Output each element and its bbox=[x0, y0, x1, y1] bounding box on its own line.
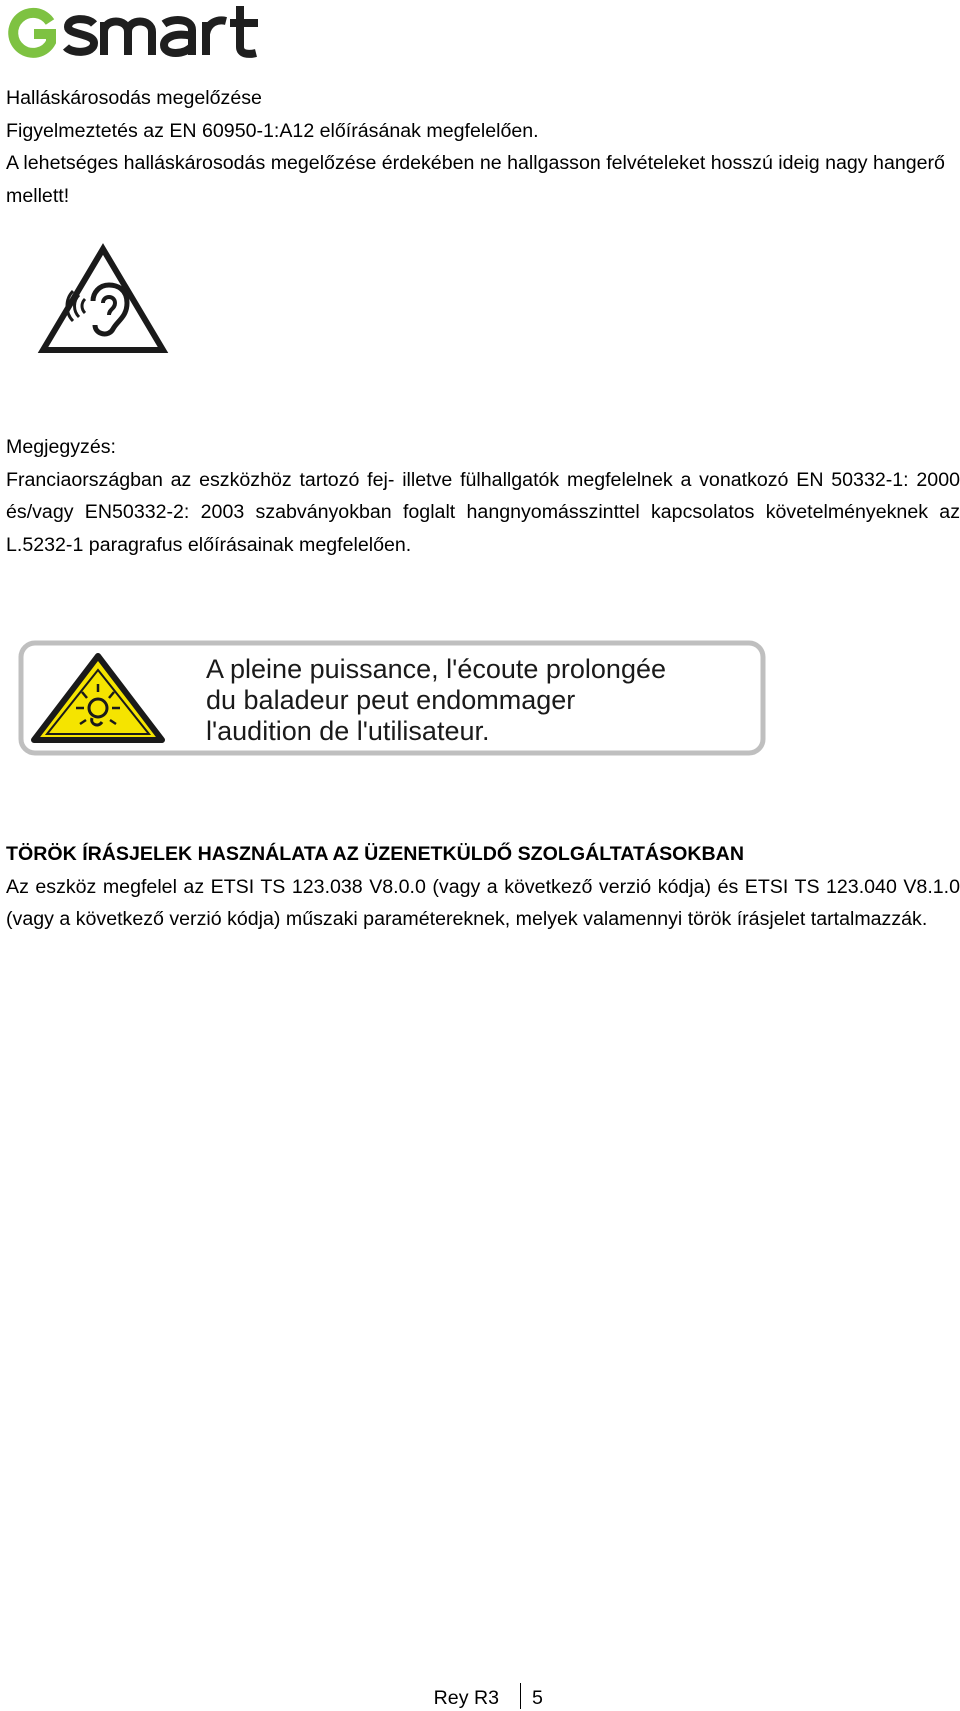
hearing-title: Halláskárosodás megelőzése bbox=[6, 87, 262, 109]
turkish-title: TÖRÖK ÍRÁSJELEK HASZNÁLATA AZ ÜZENETKÜLDŐ SZOLGÁLTATÁSOKBAN bbox=[6, 843, 744, 865]
page-footer bbox=[0, 1683, 960, 1711]
ear-warning-icon bbox=[37, 243, 169, 355]
note-body: Franciaországban az eszközhöz tartozó fej- illetve fülhallgatók megfelelnek a vonatkozó EN 50332-1: 2000 és/vagy EN50332-2: 2003 szabványokban foglalt hangnyomásszinttel kapcsolatos követelményeknek az L.5232-1 paragrafus előírásainak megfelelően. bbox=[6, 468, 960, 556]
french-warning-line2: du baladeur peut endommager bbox=[206, 685, 576, 715]
note-section bbox=[6, 431, 960, 561]
hearing-warning: Figyelmeztetés az EN 60950-1:A12 előírásának megfelelően. bbox=[6, 119, 539, 142]
turkish-body: Az eszköz megfelel az ETSI TS 123.038 V8.0.0 (vagy a következő verzió kódja) és ETSI TS 123.040 V8.1.0 (vagy a következő verzió kódja) műszaki paramétereknek, melyek valamennyi török írásjelet tartalmazzák. bbox=[6, 875, 960, 930]
footer-page-number: 5 bbox=[532, 1687, 543, 1709]
gsmart-logo bbox=[4, 2, 264, 62]
turkish-section bbox=[6, 838, 960, 936]
hearing-body: A lehetséges halláskárosodás megelőzése érdekében ne hallgasson felvételeket hosszú ideig nagy hangerő mellett! bbox=[6, 152, 945, 207]
footer-model-name: Rey R3 bbox=[433, 1687, 499, 1709]
french-warning-line3: l'audition de l'utilisateur. bbox=[206, 716, 490, 746]
hearing-section bbox=[6, 82, 960, 212]
french-warning-line1: A pleine puissance, l'écoute prolongée bbox=[206, 654, 666, 684]
french-warning-sign bbox=[18, 640, 766, 756]
footer-divider bbox=[520, 1683, 521, 1709]
note-label: Megjegyzés: bbox=[6, 436, 116, 458]
